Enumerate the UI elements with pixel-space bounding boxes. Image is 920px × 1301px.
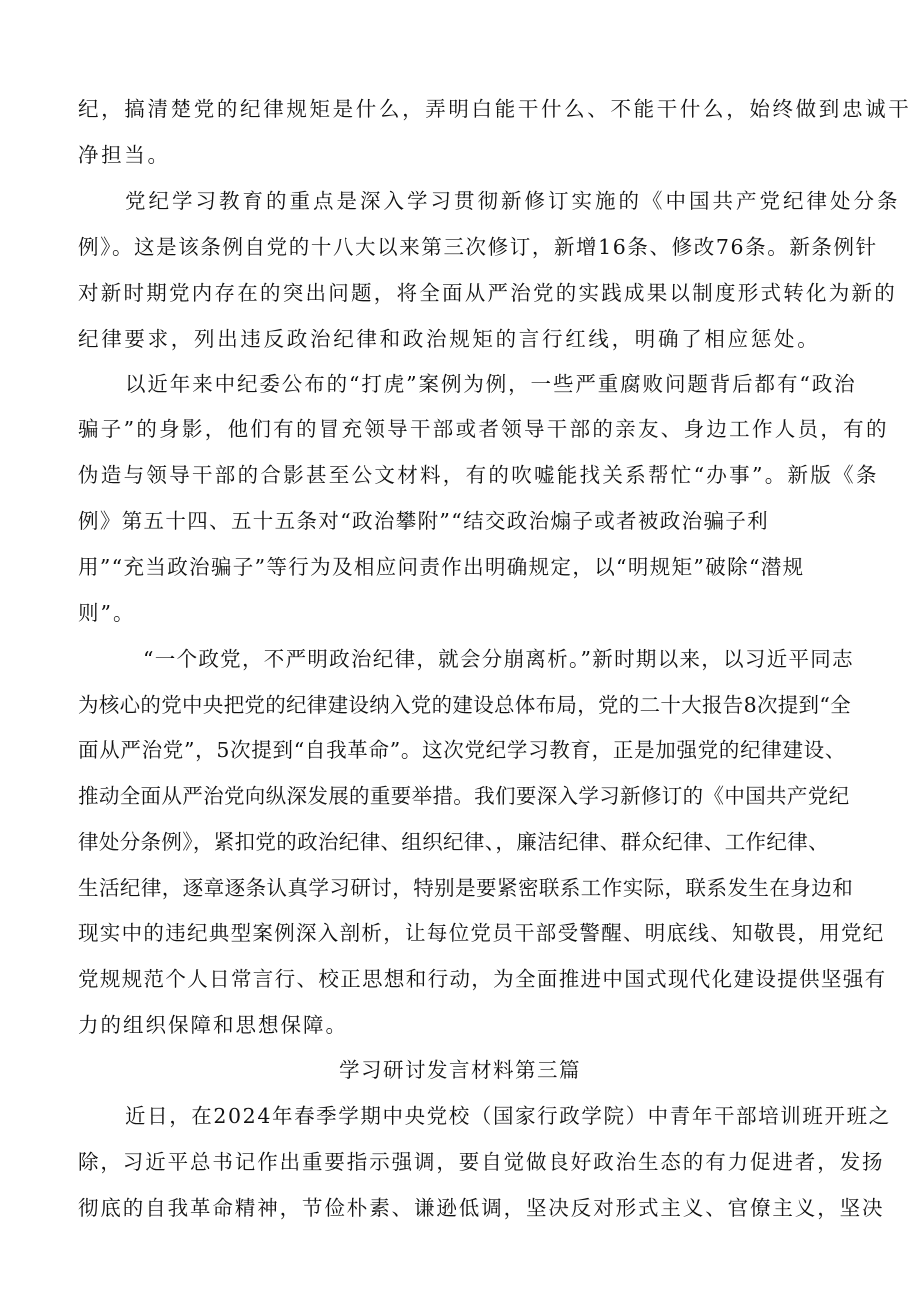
- text-line: 党纪学习教育的重点是深入学习贯彻新修订实施的《中国共产党纪律处分条: [125, 189, 901, 213]
- text-line: 用”“充当政治骗子”等行为及相应问责作出明确规定，以“明规矩”破除“潜规: [78, 555, 805, 579]
- text-line: 例》。这是该条例自党的十八大以来第三次修订，新增16条、修改76条。新条例针: [78, 235, 878, 259]
- text-line: 推动全面从严治党向纵深发展的重要举措。我们要深入学习新修订的《中国共产党纪: [78, 784, 850, 808]
- section-heading: 学习研讨发言材料第三篇: [339, 1058, 581, 1082]
- text-line: 彻底的自我革命精神，节俭朴素、谦逊低调，坚决反对形式主义、官僚主义，坚决: [78, 1196, 885, 1220]
- text-line: 现实中的违纪典型案例深入剖析，让每位党员干部受警醒、明底线、知敬畏，用党纪: [78, 921, 885, 945]
- text-line: 骗子”的身影，他们有的冒充领导干部或者领导干部的亲友、身边工作人员，有的: [78, 417, 889, 441]
- text-line: 律处分条例》，紧扣党的政治纪律、组织纪律、，廉洁纪律、群众纪律、工作纪律、: [78, 830, 829, 854]
- text-line: 为核心的党中央把党的纪律建设纳入党的建设总体布局，党的二十大报告8次提到“全: [78, 693, 851, 717]
- text-line: 除，习近平总书记作出重要指示强调，要自觉做良好政治生态的有力促进者，发扬: [78, 1150, 885, 1174]
- text-line: 党规规范个人日常言行、校正思想和行动，为全面推进中国式现代化建设提供坚强有: [78, 967, 887, 991]
- text-line: 以近年来中纪委公布的“打虎”案例为例，一些严重腐败问题背后都有“政治: [125, 372, 857, 396]
- text-line: 生活纪律，逐章逐条认真学习研讨，特别是要紧密联系工作实际，联系发生在身边和: [78, 876, 854, 900]
- text-line: 例》第五十四、五十五条对“政治攀附”“结交政治煽子或者被政治骗子利: [78, 509, 769, 533]
- text-line: 净担当。: [78, 143, 171, 167]
- text-line: 纪，搞清楚党的纪律规矩是什么，弄明白能干什么、不能干什么，始终做到忠诚干: [78, 97, 912, 121]
- text-line: 则”。: [78, 601, 136, 625]
- text-line: 面从严治党”，5次提到“自我革命”。这次党纪学习教育，正是加强党的纪律建设、: [78, 738, 847, 762]
- text-line: 对新时期党内存在的突出问题，将全面从严治党的实践成果以制度形式转化为新的: [78, 281, 897, 305]
- text-line: 纪律要求，列出违反政治纪律和政治规矩的言行红线，明确了相应惩处。: [78, 327, 821, 351]
- text-line: 力的组织保障和思想保障。: [78, 1013, 348, 1037]
- text-line: 近日，在2024年春季学期中央党校（国家行政学院）中青年干部培训班开班之: [125, 1104, 891, 1128]
- text-line: “一个政党，不严明政治纪律，就会分崩离析。”新时期以来，以习近平同志: [143, 647, 854, 671]
- text-line: 伪造与领导干部的合影甚至公文材料，有的吹嘘能找关系帮忙“办事”。新版《条: [78, 463, 879, 487]
